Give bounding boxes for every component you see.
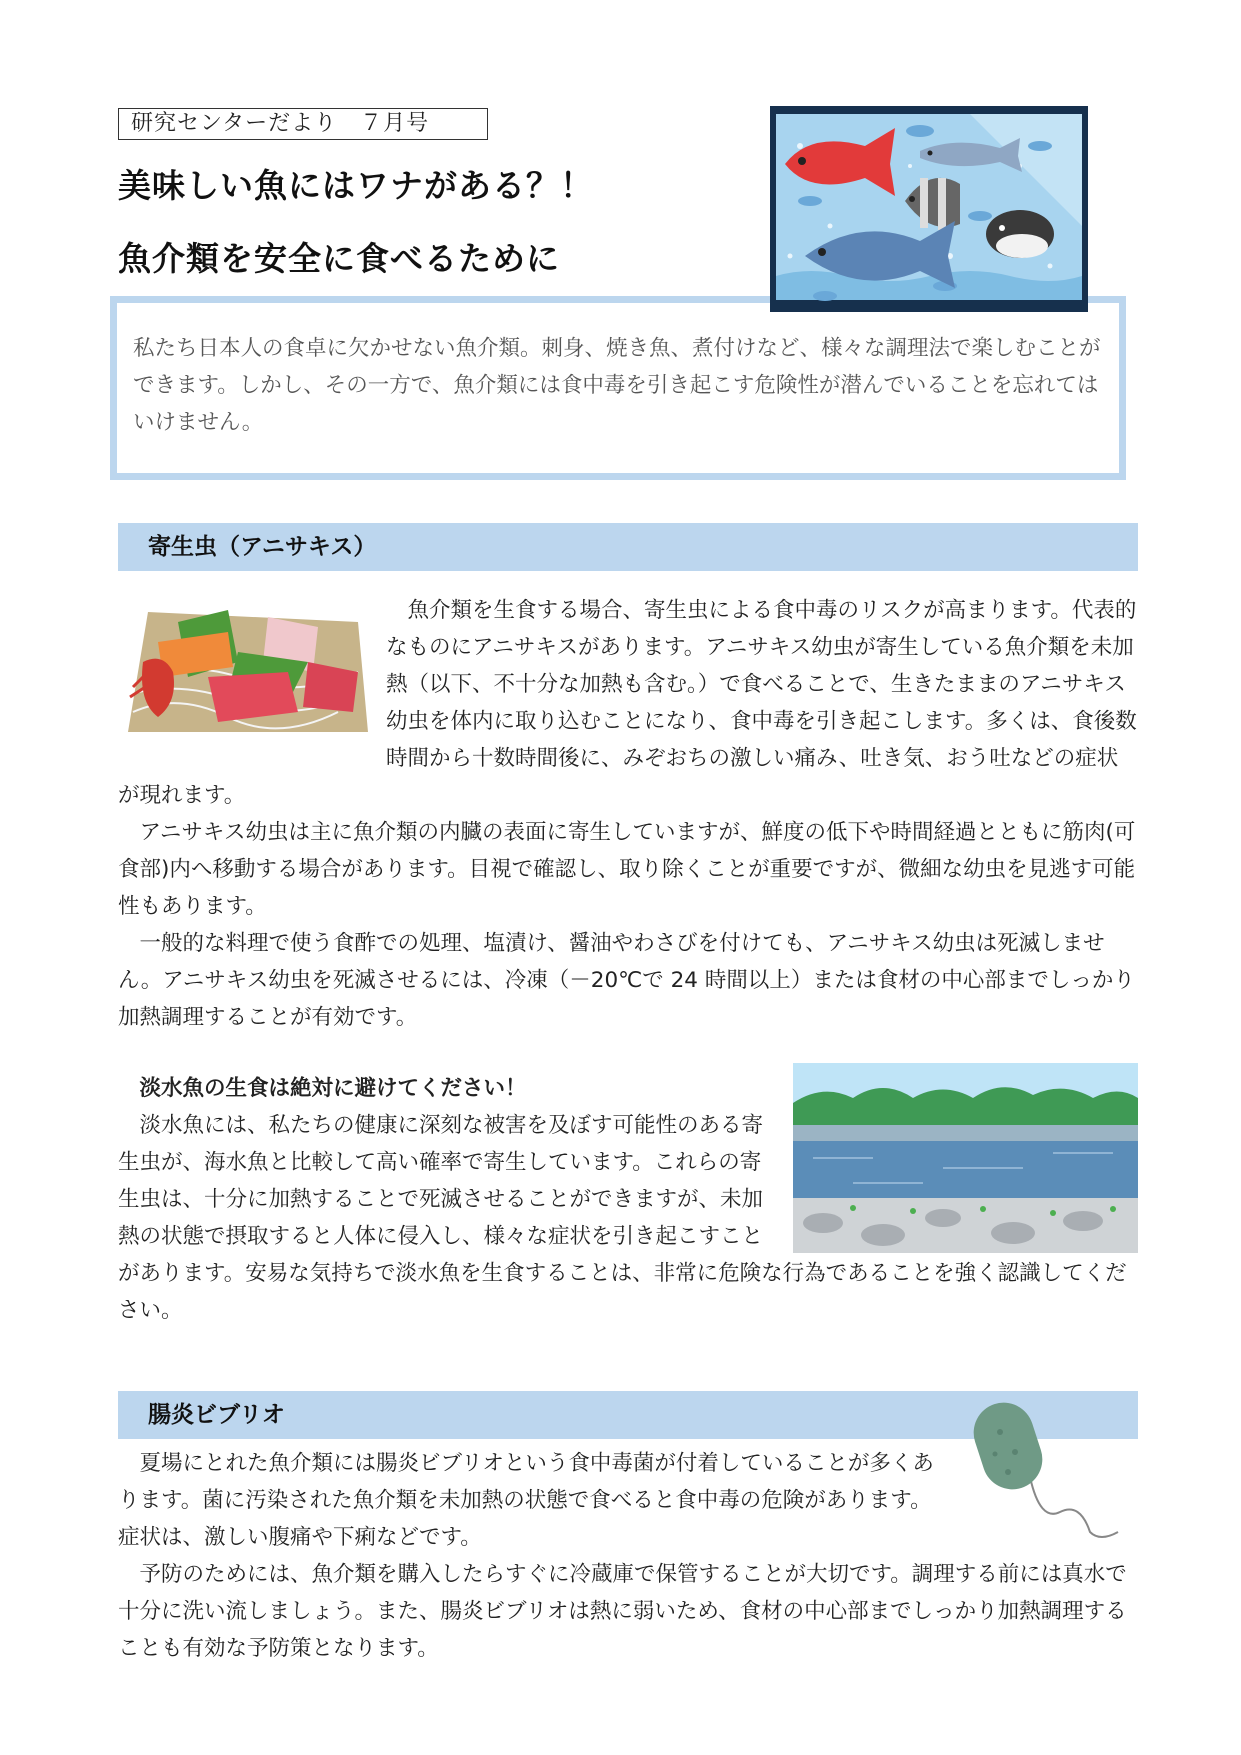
anisakis-paragraph-3: 一般的な料理で使う食酢での処理、塩漬け、醤油やわさびを付けても、アニサキス幼虫は死滅しません。アニサキス幼虫を死滅させるには、冷凍（－20℃で 24 時間以上）または食材の中心部までしっかり加熱調理することが有効です。 [118, 931, 1135, 1030]
newsletter-tag: 研究センターだより ７月号 [118, 108, 488, 140]
anisakis-paragraph-1: 魚介類を生食する場合、寄生虫による食中毒のリスクが高まります。代表的なものにアニサキスがあります。アニサキス幼虫が寄生している魚介類を未加熱（以下、不十分な加熱も含む。）で食べることで、生きたままのアニサキス幼虫を体内に取り込むことになり、食中毒を引き起こします。多くは、食後数時間から十数時間後に、みぞおちの激しい痛み、吐き気、おう吐などの症状が現れます。 [118, 598, 1137, 808]
section-heading-anisakis: 寄生虫（アニサキス） [118, 523, 1138, 571]
vibrio-paragraph-1: 夏場にとれた魚介類には腸炎ビブリオという食中毒菌が付着していることが多くあります。菌に汚染された魚介類を未加熱の状態で食べると食中毒の危険があります。症状は、激しい腹痛や下痢などです。 [118, 1451, 934, 1550]
bacterium-illustration [960, 1392, 1125, 1542]
section2-body-top [118, 1445, 938, 1556]
intro-text: 私たち日本人の食卓に欠かせない魚介類。刺身、焼き魚、煮付けなど、様々な調理法で楽しむことができます。しかし、その一方で、魚介類には食中毒を引き起こす危険性が潜んでいることを忘れてはいけません。 [133, 336, 1101, 435]
page-subtitle: 魚介類を安全に食べるために [118, 239, 560, 278]
section1-body [118, 592, 1138, 1036]
anisakis-paragraph-2: アニサキス幼虫は主に魚介類の内臓の表面に寄生していますが、鮮度の低下や時間経過とともに筋肉(可食部)内へ移動する場合があります。目視で確認し、取り除くことが重要ですが、微細な幼虫を見逃す可能性もあります。 [118, 820, 1136, 919]
vibrio-paragraph-2: 予防のためには、魚介類を購入したらすぐに冷蔵庫で保管することが大切です。調理する前には真水で十分に洗い流しましょう。また、腸炎ビブリオは熱に弱いため、食材の中心部までしっかり加熱調理することも有効な予防策となります。 [118, 1562, 1127, 1661]
section2-body-bottom [118, 1556, 1138, 1667]
freshwater-heading: 淡水魚の生食は絶対に避けてください！ [139, 1076, 527, 1101]
sashimi-illustration [118, 592, 376, 742]
freshwater-subsection [118, 1070, 1138, 1329]
section-heading-vibrio: 腸炎ビブリオ [118, 1391, 1138, 1439]
freshwater-paragraph: 淡水魚には、私たちの健康に深刻な被害を及ぼす可能性のある寄生虫が、海水魚と比較して高い確率で寄生しています。これらの寄生虫は、十分に加熱することで死滅させることができますが、未加熱の状態で摂取すると人体に侵入し、様々な症状を引き起こすことがあります。安易な気持ちで淡水魚を生食することは、非常に危険な行為であることを強く認識してください。 [118, 1113, 1127, 1323]
river-illustration [793, 1063, 1138, 1253]
aquarium-fish-illustration [770, 106, 1088, 312]
page-title: 美味しい魚にはワナがある？！ [118, 166, 594, 205]
